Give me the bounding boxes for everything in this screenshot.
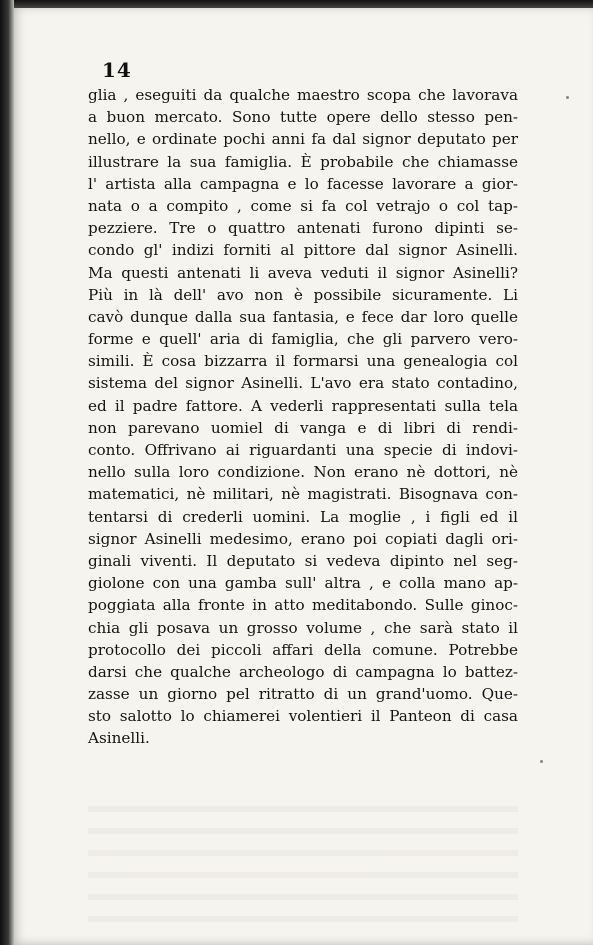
page-number: 14 [102, 58, 132, 82]
text-line: a buon mercato. Sono tutte opere dello stesso pen- [88, 108, 518, 127]
text-line: l' artista alla campagna e lo facesse lavorare a gior- [88, 174, 518, 193]
text-line: nata o a compito , come si fa col vetrajo o col tap- [88, 196, 518, 215]
text-line: illustrare la sua famiglia. È probabile che chiamasse [88, 152, 518, 171]
text-line: protocollo dei piccoli affari della comune. Potrebbe [88, 640, 518, 659]
text-line: conto. Offrivano ai riguardanti una specie di indovi- [88, 441, 518, 459]
text-line: condo gl' indizi forniti al pittore dal signor Asinelli. [88, 241, 518, 260]
scan-top-edge [0, 0, 593, 8]
text-line: ed il padre fattore. A vederli rappresentati sulla tela [88, 396, 518, 415]
text-line: non parevano uomiel di vanga e di libri di rendi- [88, 418, 518, 437]
text-line: zasse un giorno pel ritratto di un grand'uomo. Que- [88, 685, 518, 704]
text-line: chia gli posava un grosso volume , che sarà stato il [88, 618, 518, 637]
text-line: glia , eseguiti da qualche maestro scopa che lavorava [88, 86, 518, 104]
text-line: ginali viventi. Il deputato si vedeva dipinto nel seg- [88, 551, 518, 570]
text-line: forme e quell' aria di famiglia, che gli parvero vero- [88, 330, 518, 349]
text-line: cavò dunque dalla sua fantasia, e fece dar loro quelle [88, 307, 518, 326]
text-line: Più in là dell' avo non è possibile sicuramente. Li [88, 285, 518, 304]
text-line: nello sulla loro condizione. Non erano nè dottori, nè [88, 463, 518, 482]
body-text [88, 84, 518, 750]
paper-speck [540, 760, 543, 763]
text-line: sistema del signor Asinelli. L'avo era stato contadino, [88, 374, 518, 393]
book-spine-shadow [0, 0, 14, 945]
text-line: tentarsi di crederli uomini. La moglie , i figli ed il [88, 507, 518, 526]
text-line: simili. È cosa bizzarra il formarsi una genealogia col [88, 352, 518, 371]
text-line: darsi che qualche archeologo di campagna lo battez- [88, 662, 518, 681]
text-line: sto salotto lo chiamerei volentieri il Panteon di casa [88, 707, 518, 726]
paper-speck [566, 96, 569, 99]
text-line: matematici, nè militari, nè magistrati. Bisognava con- [88, 485, 518, 504]
text-line: poggiata alla fronte in atto meditabondo. Sulle ginoc- [88, 596, 518, 615]
text-line: nello, e ordinate pochi anni fa dal signor deputato per [88, 130, 518, 149]
text-line: signor Asinelli medesimo, erano poi copiati dagli ori- [88, 529, 518, 548]
show-through-texture [88, 790, 518, 930]
text-line: Ma questi antenati li aveva veduti il signor Asinelli? [88, 263, 518, 282]
text-line-last: Asinelli. [88, 729, 150, 748]
text-line: giolone con una gamba sull' altra , e colla mano ap- [88, 574, 518, 593]
text-line: pezziere. Tre o quattro antenati furono dipinti se- [88, 219, 518, 238]
